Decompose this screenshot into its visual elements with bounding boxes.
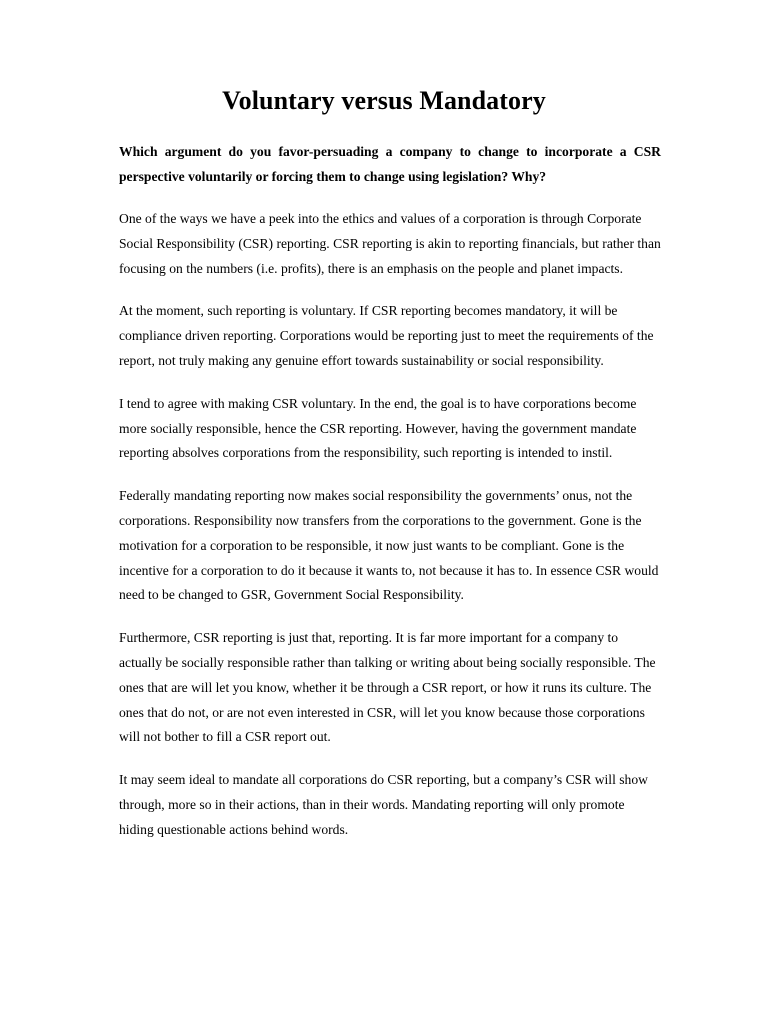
document-body bbox=[119, 140, 661, 861]
discussion-question: Which argument do you favor-persuading a company to change to incorporate a CSR perspective voluntarily or forcing them to change using legislation? Why? bbox=[119, 144, 661, 184]
paragraph-reporting-vs-action: Furthermore, CSR reporting is just that, reporting. It is far more important for a company to actually be socially responsible rather than talking or writing about being socially responsible. The ones that are will let you know, whether it be through a CSR report, or how it runs its culture. The ones that do not, or are not even interested in CSR, will let you know because those corporations will not bother to fill a CSR report out. bbox=[119, 630, 656, 745]
paragraph-voluntary-status: At the moment, such reporting is voluntary. If CSR reporting becomes mandatory, it will be compliance driven reporting. Corporations would be reporting just to meet the requirements of the report, not truly making any genuine effort towards sustainability or social responsibility. bbox=[119, 303, 654, 368]
paragraph-opinion: I tend to agree with making CSR voluntary. In the end, the goal is to have corporations become more socially responsible, hence the CSR reporting. However, having the government mandate reporting absolves corporations from the responsibility, such reporting is intended to instil. bbox=[119, 395, 637, 461]
document-title: Voluntary versus Mandatory bbox=[222, 86, 546, 115]
paragraph-intro: One of the ways we have a peek into the ethics and values of a corporation is through Corporate Social Responsibility (CSR) reporting. CSR reporting is akin to reporting financials, but rather than focusing on the numbers (i.e. profits), there is an emphasis on the people and planet impacts. bbox=[119, 211, 661, 276]
paragraph-conclusion: It may seem ideal to mandate all corporations do CSR reporting, but a company’s CSR will show through, more so in their actions, than in their words. Mandating reporting will only promote hiding questionable actions behind words. bbox=[119, 772, 648, 837]
paragraph-federal-mandate: Federally mandating reporting now makes social responsibility the governments’ onus, not the corporations. Responsibility now transfers from the corporations to the government. Gone is the motivation for a corporation to be responsible, it now just wants to be compliant. Gone is the incentive for a corporation to do it because it wants to, not because it has to. In essence CSR would need to be changed to GSR, Government Social Responsibility. bbox=[119, 488, 659, 603]
